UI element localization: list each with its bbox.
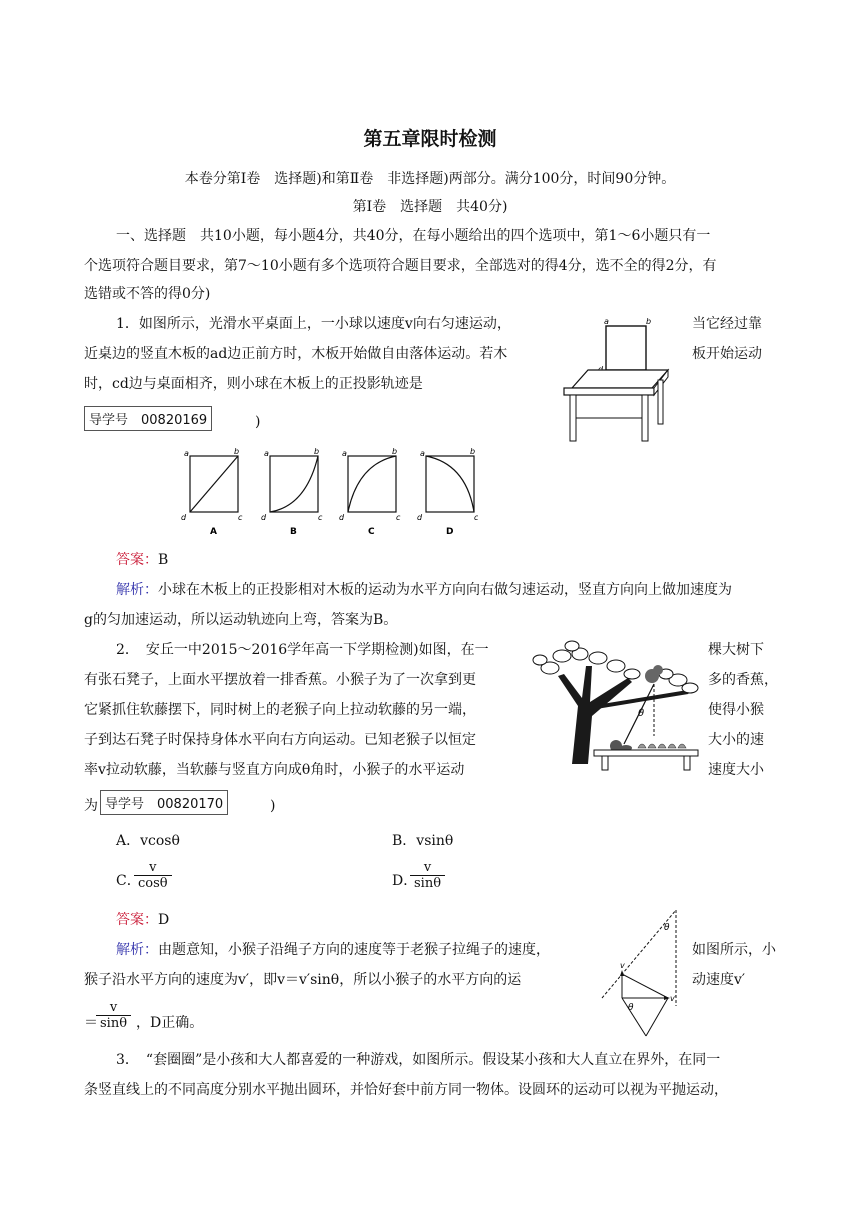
- intro-text: 本卷分第Ⅰ卷 选择题)和第Ⅱ卷 非选择题)两部分。满分100分，时间90分钟。: [184, 171, 676, 187]
- q2-analysis-line1-right: 如图所示，小: [692, 942, 776, 958]
- option-a-label: A: [210, 527, 217, 537]
- table-board-figure: [560, 314, 680, 444]
- answer-label: 答案：: [116, 552, 158, 568]
- svg-text:θ: θ: [628, 1003, 634, 1013]
- section1-line2: 个选项符合题目要求，第7～10小题有多个选项符合题目要求，全部选对的得4分，选不全的得2分，有: [84, 258, 717, 274]
- svg-text:c: c: [396, 513, 401, 522]
- q2-analysis-line2-right: 动速度v′: [692, 972, 746, 988]
- q1-analysis-line2: g的匀加速运动，所以运动轨迹向上弯，答案为B。: [84, 612, 398, 628]
- svg-text:v′: v′: [670, 994, 677, 1003]
- svg-text:a: a: [264, 449, 269, 458]
- fraction-numerator: v: [134, 860, 172, 876]
- answer-label: 答案：: [116, 912, 158, 928]
- q1-answer: [116, 550, 168, 570]
- analysis-text: 由题意知，小猴子沿绳子方向的速度等于老猴子拉绳子的速度，: [158, 942, 550, 958]
- option-d-label: D: [446, 527, 454, 537]
- svg-text:a: a: [184, 449, 189, 458]
- answer-value: D: [158, 912, 170, 928]
- q2-option-c-label: C．: [116, 873, 141, 889]
- option-c-label: C: [368, 527, 375, 537]
- q2-line4-right: 大小的速: [708, 732, 764, 748]
- svg-text:a: a: [342, 449, 347, 458]
- section1-line1: 一、选择题 共10小题，每小题4分，共40分，在每小题给出的四个选项中，第1～6小题只有一: [116, 228, 711, 244]
- q2-line5-right: 速度大小: [708, 762, 764, 778]
- q2-line5: 率v拉动软藤，当软藤与竖直方向成θ角时，小猴子的水平运动: [84, 762, 465, 778]
- svg-text:d: d: [339, 513, 345, 522]
- q2-guide-box: 导学号 00820170: [100, 790, 228, 815]
- q2-analysis-line1: [116, 940, 550, 960]
- q2-analysis3-prefix: ＝: [84, 1015, 98, 1031]
- answer-value: B: [158, 552, 169, 568]
- svg-text:θ: θ: [664, 923, 670, 933]
- q2-option-d-fraction: [410, 860, 445, 891]
- q2-analysis-fraction: [96, 1000, 131, 1031]
- q2-line1-right: 棵大树下: [708, 642, 764, 658]
- corner-b-label: b: [646, 317, 652, 326]
- svg-text:d: d: [261, 513, 267, 522]
- q3-line2: 条竖直线上的不同高度分别水平抛出圆环，并恰好套中前方同一物体。设圆环的运动可以视为平抛运动，: [84, 1082, 728, 1098]
- q1-line1-right: 当它经过靠: [692, 316, 762, 332]
- q2-analysis3-suffix: ，D正确。: [136, 1015, 204, 1031]
- option-c-figure: [339, 447, 401, 537]
- q2-answer: [116, 910, 169, 930]
- svg-text:b: b: [392, 447, 398, 456]
- q2-line2: 有张石凳子，上面水平摆放着一排香蕉。小猴子为了一次拿到更: [84, 672, 476, 688]
- svg-text:b: b: [234, 447, 240, 456]
- q1-paren: ): [255, 414, 261, 430]
- part1-header: 第Ⅰ卷 选择题 共40分): [352, 199, 508, 215]
- q2-line4: 子到达石凳子时保持身体水平向右方向运动。已知老猴子以恒定: [84, 732, 476, 748]
- theta-label: θ: [638, 708, 645, 719]
- analysis-label: 解析：: [116, 942, 158, 958]
- page-title: 第五章限时检测: [363, 128, 497, 150]
- q2-line1: 2． 安丘一中2015～2016学年高一下学期检测)如图，在一: [116, 642, 489, 658]
- option-d-figure: [417, 447, 478, 537]
- q2-option-b: B．vsinθ: [392, 833, 454, 849]
- option-b-label: B: [290, 527, 297, 537]
- fraction-numerator: v: [410, 860, 445, 876]
- svg-text:v: v: [620, 961, 625, 970]
- section1-line3: 选错或不答的得0分): [84, 286, 211, 302]
- q1-line2: 近桌边的竖直木板的ad边正前方时，木板开始做自由落体运动。若木: [84, 346, 508, 362]
- q2-line6-prefix: 为: [84, 798, 98, 814]
- q2-paren: ): [270, 798, 276, 814]
- fraction-numerator: v: [96, 1000, 131, 1016]
- q2-option-d-label: D．: [392, 873, 418, 889]
- fraction-denominator: sinθ: [414, 876, 442, 891]
- q2-analysis-line2: 猴子沿水平方向的速度为v′，即v＝v′sinθ，所以小猴子的水平方向的运: [84, 972, 522, 988]
- svg-text:c: c: [474, 513, 478, 522]
- q1-options-figure: [178, 446, 478, 538]
- q2-line3: 它紧抓住软藤摆下，同时树上的老猴子向上拉动软藤的另一端，: [84, 702, 476, 718]
- svg-text:b: b: [314, 447, 320, 456]
- q1-line3: 时，cd边与桌面相齐，则小球在木板上的正投影轨迹是: [84, 376, 423, 392]
- q1-line1: 1．如图所示，光滑水平桌面上，一小球以速度v向右匀速运动，: [116, 316, 511, 332]
- fraction-denominator: cosθ: [138, 876, 168, 891]
- svg-text:c: c: [318, 513, 323, 522]
- option-a-figure: [181, 447, 243, 537]
- svg-text:d: d: [181, 513, 187, 522]
- q2-option-a: A．vcosθ: [116, 833, 180, 849]
- q2-line2-right: 多的香蕉，: [708, 672, 778, 688]
- corner-a-label: a: [604, 317, 609, 326]
- svg-text:d: d: [417, 513, 423, 522]
- svg-text:a: a: [420, 449, 425, 458]
- q1-analysis-line1: [116, 580, 732, 600]
- q2-option-c-fraction: [134, 860, 172, 891]
- q1-line2-right: 板开始运动: [692, 346, 762, 362]
- analysis-text: 小球在木板上的正投影相对木板的运动为水平方向向右做匀速运动，竖直方向向上做加速度为: [158, 582, 732, 598]
- q2-line3-right: 使得小猴: [708, 702, 764, 718]
- q3-line1: 3． “套圈圈”是小孩和大人都喜爱的一种游戏，如图所示。假设某小孩和大人直立在界外，在同一: [116, 1052, 721, 1068]
- svg-text:c: c: [238, 513, 243, 522]
- q1-guide-box: 导学号 00820169: [84, 406, 212, 431]
- svg-text:b: b: [470, 447, 476, 456]
- analysis-label: 解析：: [116, 582, 158, 598]
- velocity-diagram: [598, 906, 688, 1038]
- fraction-denominator: sinθ: [100, 1016, 128, 1031]
- tree-monkey-figure: [528, 636, 703, 776]
- option-b-figure: [261, 447, 323, 537]
